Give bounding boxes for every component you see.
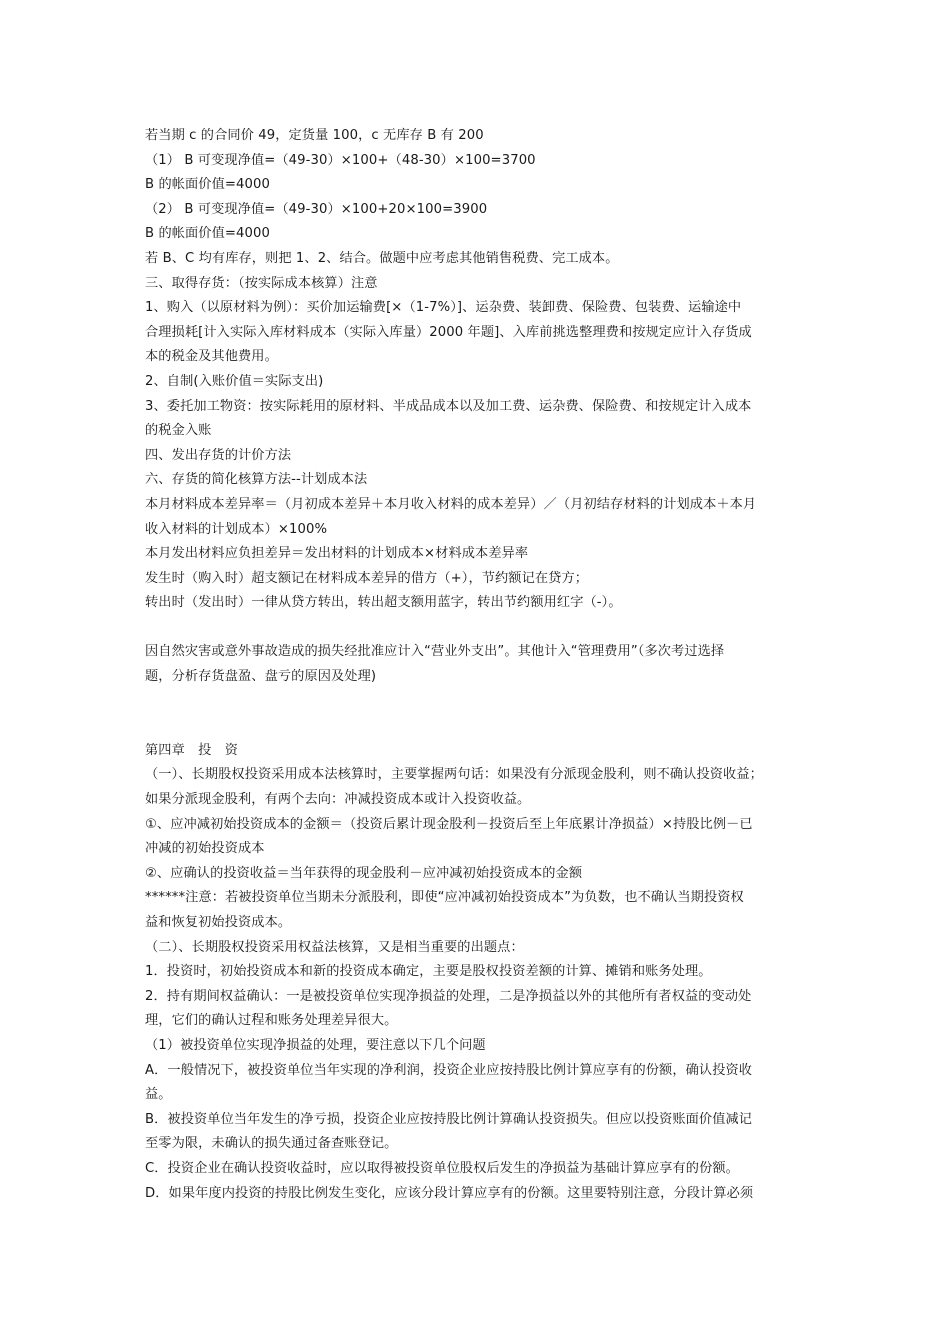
text-line: （一）、长期股权投资采用成本法核算时，主要掌握两句话：如果没有分派现金股利，则不确认投资收益； bbox=[145, 767, 763, 783]
section-heading: 六、存货的简化核算方法--计划成本法 bbox=[145, 472, 368, 488]
text-line: 益和恢复初始投资成本。 bbox=[145, 915, 292, 930]
text-line: ①、应冲减初始投资成本的金额＝（投资后累计现金股利－投资后至上年底累计净损益）×持股比例－已 bbox=[145, 816, 753, 832]
text-line: 题，分析存货盘盈、盘亏的原因及处理) bbox=[145, 669, 377, 685]
text-line: 益。 bbox=[145, 1087, 172, 1103]
text-line: 理，它们的确认过程和账务处理差异很大。 bbox=[145, 1013, 398, 1029]
text-line: 本月发出材料应负担差异＝发出材料的计划成本×材料成本差异率 bbox=[145, 546, 529, 562]
section-heading: 三、取得存货：（按实际成本核算）注意 bbox=[145, 275, 378, 291]
text-line: ②、应确认的投资收益＝当年获得的现金股利－应冲减初始投资成本的金额 bbox=[145, 865, 583, 881]
document-body bbox=[145, 124, 817, 1206]
text-line: 若当期 c 的合同价 49，定货量 100，c 无库存 B 有 200 bbox=[145, 128, 484, 143]
text-line: 1、购入（以原材料为例）：买价加运输费[×（1-7%）]、运杂费、装卸费、保险费、包装费、运输途中 bbox=[145, 300, 742, 316]
text-line: D．如果年度内投资的持股比例发生变化，应该分段计算应享有的份额。这里要特别注意，分段计算必须 bbox=[145, 1185, 754, 1201]
text-line: B 的帐面价值=4000 bbox=[145, 177, 270, 193]
section-inventory bbox=[145, 124, 817, 616]
section-investment bbox=[145, 739, 817, 1206]
text-line: 收入材料的计划成本）×100% bbox=[145, 521, 328, 537]
text-line: 1．投资时，初始投资成本和新的投资成本确定，主要是股权投资差额的计算、摊销和账务处理。 bbox=[145, 964, 712, 980]
text-line: 至零为限，未确认的损失通过备查账登记。 bbox=[145, 1136, 398, 1152]
text-line: A．一般情况下，被投资单位当年实现的净利润，投资企业应按持股比例计算应享有的份额，确认投资收 bbox=[145, 1062, 753, 1078]
text-line: C．投资企业在确认投资收益时，应以取得被投资单位股权后发生的净损益为基础计算应享有的份额。 bbox=[145, 1160, 739, 1176]
chapter-title: 第四章 投 资 bbox=[145, 742, 239, 758]
text-line: ******注意：若被投资单位当期未分派股利，即使“应冲减初始投资成本”为负数，也不确认当期投资权 bbox=[145, 890, 744, 906]
text-line: 因自然灾害或意外事故造成的损失经批准应计入“营业外支出”。其他计入“管理费用”（多次考过选择 bbox=[145, 644, 725, 660]
text-line: （2） B 可变现净值=（49-30）×100+20×100=3900 bbox=[145, 201, 488, 217]
text-line: 合理损耗[计入实际入库材料成本（实际入库量）2000 年题]、入库前挑选整理费和按规定应计入存货成 bbox=[145, 324, 752, 340]
text-line: （1）被投资单位实现净损益的处理，要注意以下几个问题 bbox=[145, 1037, 486, 1053]
text-line: 发生时（购入时）超支额记在材料成本差异的借方（+），节约额记在贷方； bbox=[145, 570, 589, 586]
section-heading: 四、发出存货的计价方法 bbox=[145, 447, 292, 463]
spacer bbox=[145, 616, 817, 641]
text-line: （1） B 可变现净值=（49-30）×100+（48-30）×100=3700 bbox=[145, 152, 536, 168]
text-line: 2、自制(入账价值＝实际支出) bbox=[145, 373, 324, 389]
text-line: 如果分派现金股利，有两个去向：冲减投资成本或计入投资收益。 bbox=[145, 792, 531, 808]
text-line: 本月材料成本差异率＝（月初成本差异＋本月收入材料的成本差异）／（月初结存材料的计划成本＋本月 bbox=[145, 496, 757, 512]
text-line: B 的帐面价值=4000 bbox=[145, 226, 270, 242]
section-losses bbox=[145, 640, 817, 689]
text-line: B．被投资单位当年发生的净亏损，投资企业应按持股比例计算确认投资损失。但应以投资账面价值减记 bbox=[145, 1111, 753, 1127]
text-line: 的税金入账 bbox=[145, 423, 212, 439]
text-line: 若 B、C 均有库存，则把 1、2、结合。做题中应考虑其他销售税费、完工成本。 bbox=[145, 250, 619, 266]
text-line: 2．持有期间权益确认：一是被投资单位实现净损益的处理，二是净损益以外的其他所有者权益的变动处 bbox=[145, 988, 752, 1004]
text-line: 冲减的初始投资成本 bbox=[145, 841, 265, 857]
text-line: 本的税金及其他费用。 bbox=[145, 349, 278, 365]
spacer bbox=[145, 690, 817, 739]
text-line: 转出时（发出时）一律从贷方转出，转出超支额用蓝字，转出节约额用红字（-）。 bbox=[145, 595, 622, 611]
text-line: 3、委托加工物资：按实际耗用的原材料、半成品成本以及加工费、运杂费、保险费、和按规定计入成本 bbox=[145, 398, 752, 414]
text-line: （二）、长期股权投资采用权益法核算，又是相当重要的出题点： bbox=[145, 939, 524, 955]
